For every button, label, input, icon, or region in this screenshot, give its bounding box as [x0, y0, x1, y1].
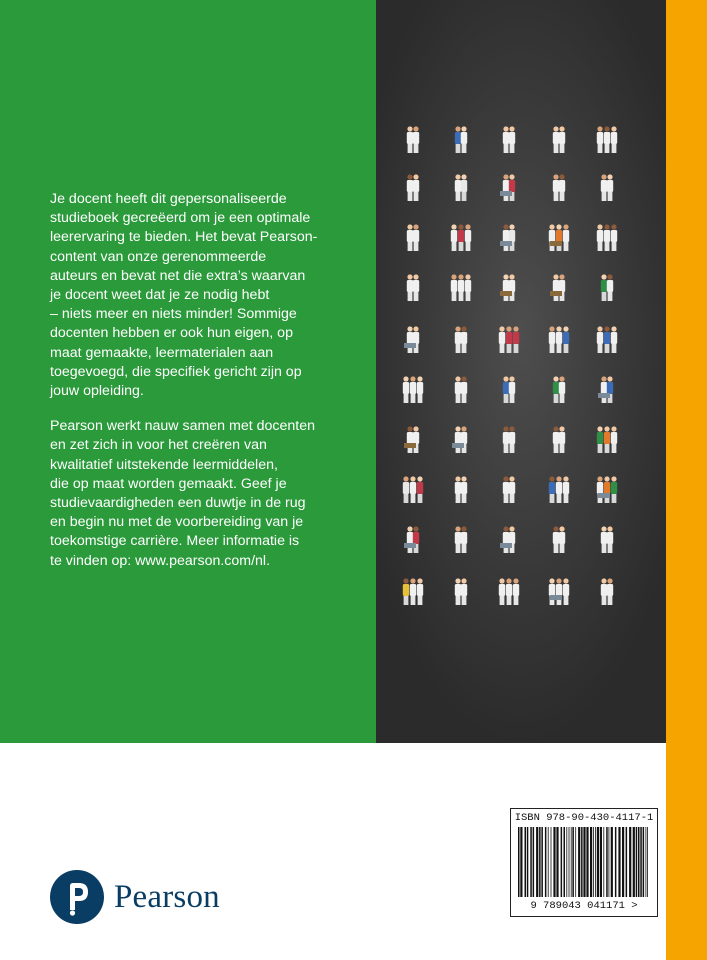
barcode-bar: [583, 827, 585, 897]
barcode-bar: [571, 827, 572, 897]
barcode-bar: [633, 827, 635, 897]
person-figure: [563, 224, 569, 251]
person-figure: [563, 578, 569, 605]
blurb-line: content van onze gerenommeerde: [50, 248, 267, 265]
furniture-shape: [500, 291, 512, 296]
person-figure: [455, 578, 461, 605]
person-figure: [461, 376, 467, 403]
person-figure: [465, 224, 471, 251]
illustration-panel: [376, 0, 666, 743]
person-figure: [407, 426, 413, 453]
person-figure: [410, 476, 416, 503]
person-figure: [556, 326, 562, 353]
person-figure: [413, 224, 419, 251]
person-figure: [509, 426, 515, 453]
barcode-bar: [586, 827, 588, 897]
isbn-label: ISBN 978-90-430-4117-1: [514, 812, 654, 824]
blurb-line: en zet zich in voor het creëren van: [50, 437, 267, 454]
person-figure: [407, 274, 413, 301]
person-figure: [553, 426, 559, 453]
person-figure: [465, 274, 471, 301]
furniture-shape: [404, 543, 416, 548]
person-figure: [604, 326, 610, 353]
person-figure: [601, 578, 607, 605]
person-figure: [559, 126, 565, 153]
person-figure: [604, 126, 610, 153]
blurb-line: die op maat worden gemaakt. Geef je: [50, 475, 287, 492]
person-figure: [503, 526, 509, 553]
person-figure: [601, 174, 607, 201]
person-figure: [563, 476, 569, 503]
blurb-line: jouw opleiding.: [50, 383, 144, 400]
barcode-bar: [629, 827, 631, 897]
barcode-bar: [626, 827, 628, 897]
barcode-bar: [548, 827, 549, 897]
person-figure: [461, 126, 467, 153]
person-figure: [553, 274, 559, 301]
person-figure: [506, 578, 512, 605]
barcode-bar: [541, 827, 543, 897]
person-figure: [413, 126, 419, 153]
person-figure: [509, 274, 515, 301]
person-figure: [503, 426, 509, 453]
barcode-bar: [611, 827, 613, 897]
person-figure: [607, 578, 613, 605]
person-figure: [503, 476, 509, 503]
barcode-bar: [600, 827, 602, 897]
blurb-line: maat gemaakte, leermaterialen aan: [50, 344, 274, 361]
person-figure: [553, 526, 559, 553]
furniture-shape: [404, 443, 416, 448]
person-figure: [601, 376, 607, 403]
barcode-bar: [539, 827, 541, 897]
isbn-barcode: [510, 808, 658, 917]
barcode-bar: [561, 827, 563, 897]
blurb-line: toekomstige carrière. Meer informatie is: [50, 533, 300, 550]
barcode-bar: [575, 827, 576, 897]
barcode-bar: [551, 827, 552, 897]
barcode-bar: [593, 827, 594, 897]
blurb-line: studieboek gecreëerd om je een optimale: [50, 210, 311, 227]
person-figure: [553, 376, 559, 403]
person-figure: [513, 578, 519, 605]
person-figure: [559, 274, 565, 301]
blurb-line: auteurs en bevat net die extra’s waarvan: [50, 267, 306, 284]
person-figure: [601, 274, 607, 301]
person-figure: [499, 578, 505, 605]
person-figure: [417, 376, 423, 403]
blurb-paragraph-2: [50, 417, 350, 571]
barcode-bar: [578, 827, 580, 897]
barcode-bar: [518, 827, 520, 897]
barcode-bar: [618, 827, 620, 897]
blurb-line: Je docent heeft dit gepersonaliseerde: [50, 191, 287, 207]
furniture-shape: [500, 241, 512, 246]
pearson-logo: [50, 868, 220, 926]
barcode-bar: [525, 827, 527, 897]
person-figure: [461, 476, 467, 503]
publisher-name: Pearson: [114, 878, 220, 915]
person-figure: [503, 274, 509, 301]
person-figure: [509, 126, 515, 153]
blurb-line: docenten hebben er ook hun eigen, op: [50, 325, 293, 342]
person-figure: [410, 376, 416, 403]
person-figure: [413, 174, 419, 201]
person-figure: [509, 174, 515, 201]
furniture-shape: [500, 191, 512, 196]
orange-spine-strip: [666, 0, 707, 960]
furniture-shape: [598, 393, 610, 398]
barcode-bar: [647, 827, 648, 897]
barcode-bar: [566, 827, 567, 897]
person-figure: [503, 126, 509, 153]
person-figure: [410, 578, 416, 605]
barcode-bar: [520, 827, 522, 897]
barcode-bar: [569, 827, 570, 897]
back-cover-blurb: [50, 190, 350, 587]
person-figure: [549, 476, 555, 503]
person-figure: [413, 326, 419, 353]
person-figure: [417, 476, 423, 503]
person-figure: [509, 224, 515, 251]
person-figure: [556, 578, 562, 605]
person-figure: [458, 274, 464, 301]
person-figure: [611, 426, 617, 453]
barcode-bar: [545, 827, 547, 897]
person-figure: [604, 224, 610, 251]
person-figure: [509, 526, 515, 553]
person-figure: [506, 326, 512, 353]
blurb-line: en begin nu met de voorbereiding van je: [50, 514, 304, 531]
barcode-bar: [640, 827, 642, 897]
person-figure: [403, 376, 409, 403]
person-figure: [413, 274, 419, 301]
person-figure: [597, 476, 603, 503]
barcode-bar: [553, 827, 555, 897]
person-figure: [607, 376, 613, 403]
person-figure: [455, 376, 461, 403]
person-figure: [607, 526, 613, 553]
blurb-line: – niets meer en niets minder! Sommige: [50, 306, 297, 323]
person-figure: [407, 326, 413, 353]
person-figure: [611, 224, 617, 251]
furniture-shape: [550, 291, 562, 296]
blurb-line: Pearson werkt nauw samen met docenten: [50, 418, 315, 435]
person-figure: [461, 578, 467, 605]
person-figure: [553, 126, 559, 153]
barcode-bar: [609, 827, 610, 897]
blurb-line: leerervaring te bieden. Het bevat Pearson-: [50, 229, 318, 246]
barcode-bar: [638, 827, 640, 897]
pearson-p-logo-icon: [50, 870, 104, 924]
person-figure: [559, 376, 565, 403]
barcode-bar: [646, 827, 647, 897]
barcode-bar: [590, 827, 592, 897]
person-figure: [509, 376, 515, 403]
person-figure: [549, 578, 555, 605]
blurb-line: kwalitatief uitstekende leermiddelen,: [50, 456, 278, 473]
person-figure: [461, 426, 467, 453]
person-figure: [559, 174, 565, 201]
furniture-shape: [452, 443, 464, 448]
person-figure: [451, 224, 457, 251]
person-figure: [597, 126, 603, 153]
blurb-line: toegevoegd, die specifiek gericht zijn op: [50, 363, 302, 380]
barcode-bar: [636, 827, 638, 897]
blurb-line: te vinden op: www.pearson.com/nl.: [50, 552, 271, 569]
person-figure: [611, 476, 617, 503]
barcode-bar: [597, 827, 599, 897]
person-figure: [403, 476, 409, 503]
person-figure: [553, 174, 559, 201]
person-figure: [611, 326, 617, 353]
barcode-bar: [564, 827, 566, 897]
person-figure: [611, 126, 617, 153]
furniture-shape: [598, 493, 610, 498]
barcode-bar: [595, 827, 596, 897]
person-figure: [604, 426, 610, 453]
person-figure: [417, 578, 423, 605]
person-figure: [461, 526, 467, 553]
person-figure: [455, 426, 461, 453]
barcode-bar: [536, 827, 538, 897]
barcode-bar: [572, 827, 574, 897]
person-figure: [503, 224, 509, 251]
person-figure: [601, 526, 607, 553]
person-figure: [461, 326, 467, 353]
person-figure: [461, 174, 467, 201]
person-figure: [607, 274, 613, 301]
barcode-bar: [606, 827, 608, 897]
barcode-bar: [643, 827, 645, 897]
person-figure: [503, 174, 509, 201]
person-figure: [455, 126, 461, 153]
barcode-bar: [556, 827, 558, 897]
person-figure: [455, 526, 461, 553]
blurb-line: studievaardigheden een duwtje in de rug: [50, 495, 306, 512]
person-figure: [451, 274, 457, 301]
person-figure: [403, 578, 409, 605]
person-figure: [607, 174, 613, 201]
person-figure: [509, 476, 515, 503]
person-figure: [549, 224, 555, 251]
person-figure: [407, 224, 413, 251]
barcode-bar: [533, 827, 535, 897]
furniture-shape: [550, 241, 562, 246]
healthcare-workers-grid-illustration: [376, 0, 666, 743]
person-figure: [559, 426, 565, 453]
blurb-line: je docent weet dat je ze nodig hebt: [50, 287, 270, 304]
person-figure: [455, 476, 461, 503]
barcode-bar: [581, 827, 583, 897]
person-figure: [563, 326, 569, 353]
barcode-bar: [530, 827, 532, 897]
person-figure: [556, 224, 562, 251]
person-figure: [503, 376, 509, 403]
person-figure: [604, 476, 610, 503]
person-figure: [413, 426, 419, 453]
blurb-paragraph-1: [50, 190, 350, 401]
person-figure: [597, 426, 603, 453]
person-figure: [413, 526, 419, 553]
person-figure: [407, 126, 413, 153]
barcode-bars: [514, 827, 654, 897]
person-figure: [556, 476, 562, 503]
person-figure: [597, 224, 603, 251]
barcode-bar: [622, 827, 624, 897]
person-figure: [407, 174, 413, 201]
person-figure: [407, 526, 413, 553]
barcode-bar: [603, 827, 604, 897]
barcode-bar: [527, 827, 529, 897]
person-figure: [513, 326, 519, 353]
barcode-digits: 9 789043 041171 >: [530, 900, 638, 912]
furniture-shape: [404, 343, 416, 348]
green-panel: [0, 0, 376, 743]
person-figure: [455, 174, 461, 201]
person-figure: [458, 224, 464, 251]
person-figure: [559, 526, 565, 553]
barcode-bar: [615, 827, 617, 897]
person-figure: [455, 326, 461, 353]
person-figure: [597, 326, 603, 353]
furniture-shape: [500, 543, 512, 548]
person-figure: [499, 326, 505, 353]
furniture-shape: [550, 595, 562, 600]
person-figure: [549, 326, 555, 353]
